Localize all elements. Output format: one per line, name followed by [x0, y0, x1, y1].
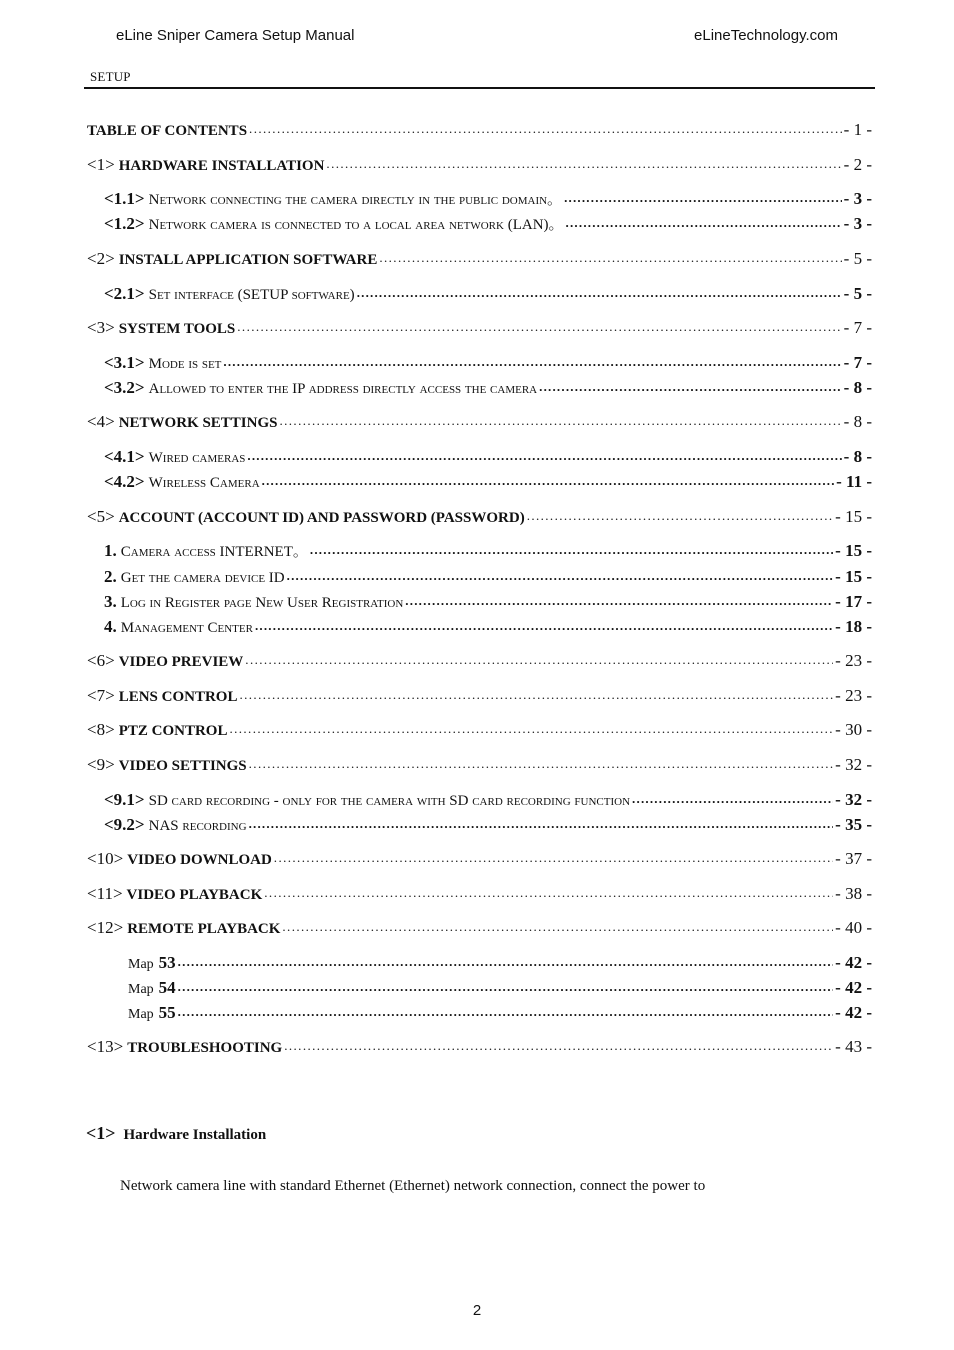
toc-entry-page: - 3 -	[843, 214, 872, 233]
dot-leader	[178, 1001, 834, 1018]
toc-entry-title: Camera access INTERNET。	[120, 544, 308, 560]
toc-entry[interactable]	[87, 718, 872, 740]
toc-entry-title: REMOTE PLAYBACK	[127, 921, 281, 937]
toc-entry[interactable]	[128, 1001, 872, 1023]
toc-entry-page: - 8 -	[843, 378, 872, 397]
toc-entry[interactable]	[104, 615, 872, 637]
dot-leader	[249, 118, 842, 135]
dot-leader	[287, 565, 834, 582]
toc-entry-page: - 2 -	[843, 155, 872, 174]
dot-leader	[274, 847, 833, 864]
dot-leader	[223, 351, 841, 368]
toc-entry-number: <1.1>	[104, 189, 145, 208]
toc-entry-title: LENS CONTROL	[118, 689, 238, 705]
toc-entry-page: - 3 -	[843, 189, 872, 208]
toc-entry[interactable]	[87, 882, 872, 904]
toc-entry-title: VIDEO PLAYBACK	[126, 887, 263, 903]
toc-entry-title: TROUBLESHOOTING	[127, 1040, 283, 1056]
toc-entry-number: <7>	[87, 686, 115, 705]
toc-entry-page: - 18 -	[835, 617, 872, 636]
toc-entry-page: - 32 -	[835, 790, 872, 809]
toc-entry-number: <1.2>	[104, 214, 145, 233]
toc-entry-title: SYSTEM TOOLS	[118, 321, 236, 337]
section-heading-text: Hardware Installation	[123, 1127, 267, 1143]
dot-leader	[527, 505, 833, 522]
dot-leader	[310, 539, 833, 556]
toc-entry-page: - 42 -	[835, 1003, 872, 1022]
toc-entry[interactable]	[104, 282, 872, 304]
toc-entry-number: <4>	[87, 412, 115, 431]
toc-entry[interactable]	[87, 916, 872, 938]
toc-entry-number: <11>	[87, 884, 123, 903]
toc-entry[interactable]	[104, 565, 872, 587]
dot-leader	[357, 282, 842, 299]
dot-leader	[284, 1035, 833, 1052]
toc-entry-page: - 15 -	[835, 541, 872, 560]
toc-entry-page: - 40 -	[835, 918, 872, 937]
dot-leader	[249, 753, 834, 770]
toc-entry-page: - 8 -	[843, 412, 872, 431]
dot-leader	[326, 153, 841, 170]
toc-entry-page: - 5 -	[843, 249, 872, 268]
dot-leader	[178, 976, 834, 993]
toc-entry[interactable]	[87, 505, 872, 527]
toc-entry[interactable]	[87, 649, 872, 671]
toc-entry-number: <6>	[87, 651, 115, 670]
dot-leader	[249, 813, 834, 830]
dot-leader	[247, 445, 841, 462]
toc-entry-number: <8>	[87, 720, 115, 739]
toc-entry-title: HARDWARE INSTALLATION	[118, 158, 325, 174]
toc-entry-number: <4.2>	[104, 472, 145, 491]
toc-entry-title: ACCOUNT (ACCOUNT ID) AND PASSWORD (PASSWORD)	[118, 510, 525, 526]
toc-entry-title: VIDEO PREVIEW	[118, 654, 244, 670]
toc-entry-title: PTZ CONTROL	[118, 723, 228, 739]
toc-entry-page: - 23 -	[835, 686, 872, 705]
toc-entry-page: - 17 -	[835, 592, 872, 611]
toc-entry-number: <9.1>	[104, 790, 145, 809]
toc-entry[interactable]	[87, 118, 872, 140]
toc-entry[interactable]	[87, 753, 872, 775]
toc-entry-page: - 23 -	[835, 651, 872, 670]
toc-entry[interactable]	[128, 951, 872, 973]
toc-entry-title: Network connecting the camera directly in the public domain。	[148, 192, 563, 208]
toc-entry-title: NETWORK SETTINGS	[118, 415, 278, 431]
toc-entry-page: - 35 -	[835, 815, 872, 834]
toc-entry-number: 3.	[104, 592, 117, 611]
dot-leader	[379, 247, 841, 264]
toc-entry-number: 54	[158, 978, 176, 997]
toc-entry[interactable]	[87, 247, 872, 269]
header-website: eLineTechnology.com	[694, 27, 838, 44]
toc-entry-number: 2.	[104, 567, 117, 586]
toc-entry-page: - 7 -	[843, 353, 872, 372]
toc-entry-page: - 11 -	[836, 472, 872, 491]
dot-leader	[255, 615, 833, 632]
toc-entry[interactable]	[104, 813, 872, 835]
toc-entry-title: Wired cameras	[148, 450, 246, 466]
toc-entry-number: <3.1>	[104, 353, 145, 372]
toc-entry-number: <3>	[87, 318, 115, 337]
dot-leader	[539, 376, 842, 393]
dot-leader	[178, 951, 834, 968]
toc-entry-number: <2>	[87, 249, 115, 268]
toc-entry[interactable]	[104, 445, 872, 467]
toc-entry-page: - 32 -	[835, 755, 872, 774]
toc-entry-number: <9.2>	[104, 815, 145, 834]
toc-entry[interactable]	[104, 539, 872, 561]
toc-entry-title: Allowed to enter the IP address directly access the camera	[148, 381, 538, 397]
toc-entry[interactable]	[104, 187, 872, 209]
toc-entry-page: - 5 -	[843, 284, 872, 303]
toc-entry-number: <5>	[87, 507, 115, 526]
dot-leader	[282, 916, 833, 933]
page-number: 2	[472, 1302, 482, 1319]
toc-entry-number: <13>	[87, 1037, 124, 1056]
toc-entry-page: - 42 -	[835, 978, 872, 997]
dot-leader	[239, 684, 833, 701]
header-divider	[84, 87, 875, 89]
toc-entry[interactable]	[87, 847, 872, 869]
toc-entry-number: <4.1>	[104, 447, 145, 466]
toc-entry-title: Map	[128, 982, 154, 997]
body-paragraph: Network camera line with standard Ethernet (Ethernet) network connection, connect the power to	[120, 1178, 706, 1194]
toc-entry-title: INSTALL APPLICATION SOFTWARE	[118, 252, 378, 268]
toc-entry-title: Log in Register page New User Registration	[120, 595, 404, 611]
toc-entry-page: - 15 -	[835, 567, 872, 586]
toc-entry-title: Wireless Camera	[148, 475, 260, 491]
toc-entry-page: - 37 -	[835, 849, 872, 868]
toc-entry-title: NAS recording	[148, 818, 247, 834]
toc-entry-page: - 15 -	[835, 507, 872, 526]
toc-entry[interactable]	[104, 212, 872, 234]
toc-entry-page: - 7 -	[843, 318, 872, 337]
dot-leader	[564, 187, 842, 204]
dot-leader	[245, 649, 833, 666]
toc-entry-page: - 30 -	[835, 720, 872, 739]
toc-entry[interactable]	[104, 788, 872, 810]
toc-entry-title: Mode is set	[148, 356, 222, 372]
toc-entry-number: <2.1>	[104, 284, 145, 303]
toc-entry-page: - 42 -	[835, 953, 872, 972]
toc-entry[interactable]	[87, 153, 872, 175]
toc-entry-number: <1>	[87, 155, 115, 174]
toc-entry-title: Get the camera device ID	[120, 570, 285, 586]
toc-entry-number: <9>	[87, 755, 115, 774]
dot-leader	[262, 470, 834, 487]
toc-entry-title: Set interface (SETUP software)	[148, 287, 355, 303]
toc-entry-title: VIDEO DOWNLOAD	[127, 852, 272, 868]
toc-entry-number: 4.	[104, 617, 117, 636]
toc-entry[interactable]	[104, 351, 872, 373]
toc-entry[interactable]	[104, 590, 872, 612]
toc-entry[interactable]	[128, 976, 872, 998]
section-label: SETUP	[90, 69, 131, 84]
toc-entry-page: - 1 -	[843, 120, 872, 139]
toc-entry-title: Map	[128, 957, 154, 972]
toc-entry-number: <12>	[87, 918, 124, 937]
dot-leader	[279, 410, 841, 427]
header-title: eLine Sniper Camera Setup Manual	[116, 27, 355, 44]
toc-entry[interactable]	[87, 684, 872, 706]
toc-entry-title: Map	[128, 1007, 154, 1022]
section-heading	[86, 1123, 266, 1144]
toc-entry-number: <10>	[87, 849, 124, 868]
toc-entry-page: - 8 -	[843, 447, 872, 466]
toc-entry-number: 55	[158, 1003, 176, 1022]
dot-leader	[566, 212, 842, 229]
toc-entry-page: - 38 -	[835, 884, 872, 903]
toc-entry-number: 53	[158, 953, 176, 972]
toc-entry[interactable]	[104, 376, 872, 398]
toc-entry[interactable]	[87, 1035, 872, 1057]
dot-leader	[405, 590, 833, 607]
dot-leader	[632, 788, 833, 805]
dot-leader	[237, 316, 841, 333]
toc-entry-title: Management Center	[120, 620, 253, 636]
toc-entry[interactable]	[104, 470, 872, 492]
toc-entry-title: TABLE OF CONTENTS	[87, 123, 248, 139]
toc-entry-page: - 43 -	[835, 1037, 872, 1056]
dot-leader	[264, 882, 833, 899]
toc-entry-title: VIDEO SETTINGS	[118, 758, 247, 774]
toc-entry-number: 1.	[104, 541, 117, 560]
dot-leader	[229, 718, 833, 735]
toc-entry-number: <3.2>	[104, 378, 145, 397]
toc-entry-title: Network camera is connected to a local area network (LAN)。	[148, 217, 564, 233]
toc-entry[interactable]	[87, 316, 872, 338]
section-heading-number: <1>	[86, 1123, 116, 1143]
toc-entry-title: SD card recording - only for the camera with SD card recording function	[148, 793, 631, 809]
toc-entry[interactable]	[87, 410, 872, 432]
